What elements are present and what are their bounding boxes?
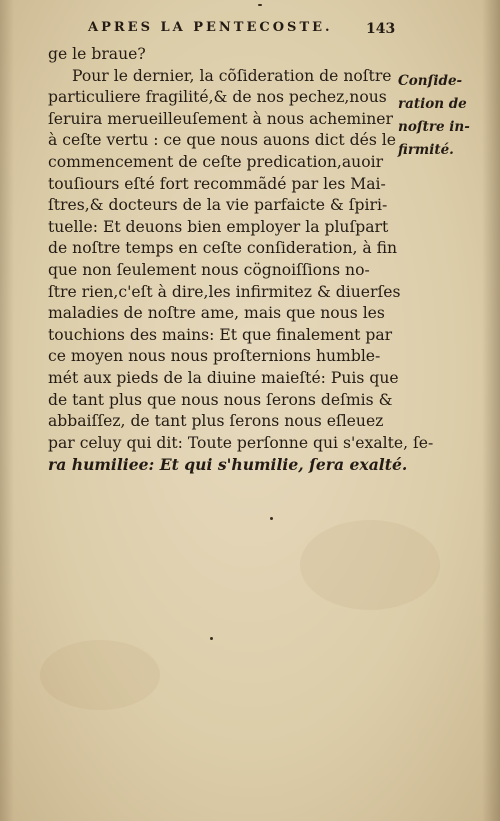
printer-mark xyxy=(258,4,262,6)
text-line: Pour le dernier, la cõſideration de noſtre xyxy=(72,66,392,85)
text-line: ſtres,& docteurs de la vie parfaicte & ſpiri- xyxy=(48,196,388,215)
text-line: maladies de noſtre ame, mais que nous les xyxy=(48,304,385,323)
text-line: touchions des mains: Et que finalement par xyxy=(48,325,393,344)
marginal-line: Conſide- xyxy=(398,73,463,89)
text-line: touſiours eſté fort recommãdé par les Mai- xyxy=(48,174,386,193)
text-line: ra humiliee: Et qui s'humilie, ſera exalté. xyxy=(48,455,408,475)
text-line: de noſtre temps en ceſte conſideration, à fin xyxy=(48,239,398,258)
text-line: abbaiſſez, de tant plus ſerons nous eſleuez xyxy=(48,412,384,431)
marginal-note xyxy=(398,70,478,162)
text-line: ce moyen nous nous proſternions humble- xyxy=(48,347,381,366)
text-line: ſtre rien,c'eſt à dire,les infirmitez & diuerſes xyxy=(48,282,401,301)
marginal-line: ration de xyxy=(398,96,467,112)
text-line: tuelle: Et deuons bien employer la pluſpart xyxy=(48,217,389,236)
page-edge-shadow xyxy=(482,0,500,821)
printer-mark xyxy=(270,517,273,520)
text-line: que non ſeulement nous cögnoiſſions no- xyxy=(48,260,370,279)
text-line: mét aux pieds de la diuine maieſté: Puis que xyxy=(48,368,399,387)
text-line: ge le braue? xyxy=(48,45,146,63)
paper-stain xyxy=(300,520,440,610)
marginal-line: noſtre in- xyxy=(398,119,470,135)
running-title: APRES LA PENTECOSTE. xyxy=(88,20,333,35)
text-line: ſeruira merueilleuſement à nous acheminer xyxy=(48,109,393,128)
text-line: commencement de ceſte predication,auoir xyxy=(48,152,384,171)
text-line: de tant plus que nous nous ſerons deſmis & xyxy=(48,390,393,409)
text-line: à ceſte vertu : ce que nous auons dict dés le xyxy=(48,131,397,150)
gutter-shadow xyxy=(0,0,14,821)
paper-stain xyxy=(40,640,160,710)
marginal-line: firmité. xyxy=(398,142,454,158)
page-number: 143 xyxy=(366,21,396,37)
printer-mark xyxy=(210,637,213,640)
text-line: particuliere fragilité,& de nos pechez,nous xyxy=(48,88,387,107)
text-line: par celuy qui dit: Toute perſonne qui s'exalte, ſe- xyxy=(48,433,434,452)
